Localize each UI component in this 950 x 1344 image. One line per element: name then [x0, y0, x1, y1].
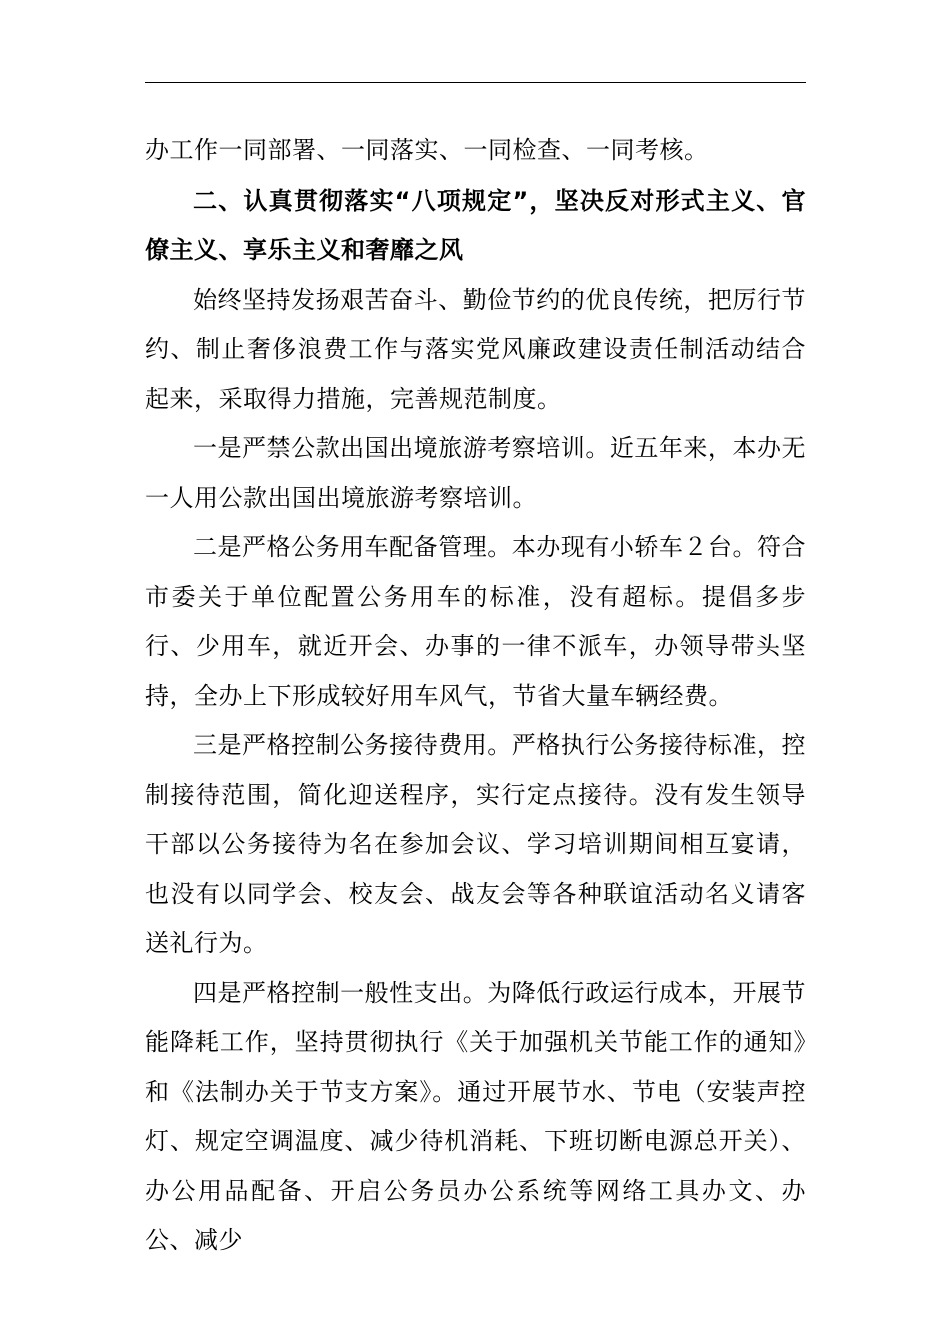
paragraph-item-2: 二是严格公务用车配备管理。本办现有小轿车２台。符合市委关于单位配置公务用车的标准，没有超标。提倡多步行、少用车，就近开会、办事的一律不派车，办领导带头坚持，全办上下形成较好用车风气，节省大量车辆经费。	[145, 533, 806, 710]
paragraph-intro: 始终坚持发扬艰苦奋斗、勤俭节约的优良传统，把厉行节约、制止奢侈浪费工作与落实党风廉政建设责任制活动结合起来，采取得力措施，完善规范制度。	[145, 285, 806, 413]
section-heading: 二、认真贯彻落实“八项规定”，坚决反对形式主义、官僚主义、享乐主义和奢靡之风	[145, 186, 806, 264]
header-rule	[145, 82, 806, 83]
paragraph-continuation: 办工作一同部署、一同落实、一同检查、一同考核。	[145, 136, 709, 164]
paragraph-item-3: 三是严格控制公务接待费用。严格执行公务接待标准，控制接待范围，简化迎送程序，实行定点接待。没有发生领导干部以公务接待为名在参加会议、学习培训期间相互宴请，也没有以同学会、校友会、战友会等各种联谊活动名义请客送礼行为。	[145, 731, 806, 957]
document-body	[145, 126, 806, 1266]
paragraph-item-1: 一是严禁公款出国出境旅游考察培训。近五年来，本办无一人用公款出国出境旅游考察培训。	[145, 434, 806, 512]
paragraph-item-4: 四是严格控制一般性支出。为降低行政运行成本，开展节能降耗工作，坚持贯彻执行《关于加强机关节能工作的通知》和《法制办关于节支方案》。通过开展节水、节电（安装声控灯、规定空调温度、减少待机消耗、下班切断电源总开关）、办公用品配备、开启公务员办公系统等网络工具办文、办公、减少	[145, 978, 806, 1254]
